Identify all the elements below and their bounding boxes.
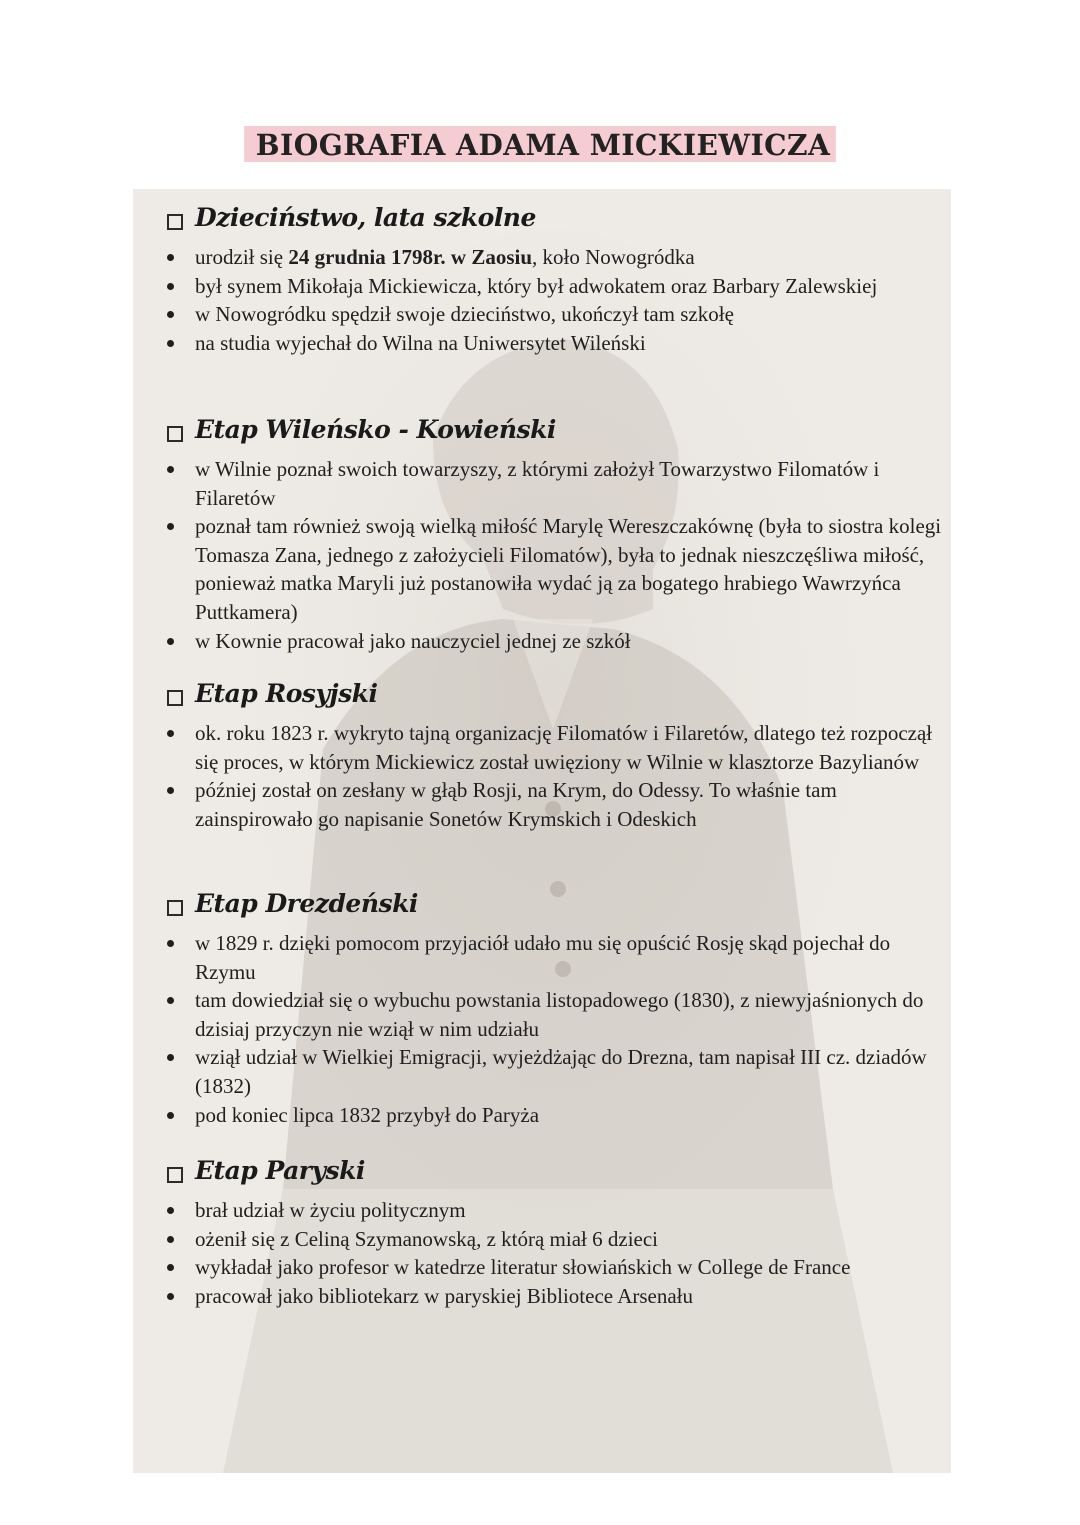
bullet-icon xyxy=(167,1112,174,1119)
list-item: w 1829 r. dzięki pomocom przyjaciół udało mu się opuścić Rosję skąd pojechał do Rzymu xyxy=(133,929,951,986)
section-heading xyxy=(133,1156,951,1196)
section-russia xyxy=(133,679,951,833)
page-title-wrap xyxy=(0,126,1080,162)
bullet-icon xyxy=(167,523,174,530)
list-item: w Kownie pracował jako nauczyciel jednej ze szkół xyxy=(133,627,951,656)
bullet-icon xyxy=(167,787,174,794)
list-item: później został on zesłany w głąb Rosji, na Krym, do Odessy. To właśnie tam zainspirowało go napisanie Sonetów Krymskich i Odeskich xyxy=(133,776,951,833)
bullet-icon xyxy=(167,1293,174,1300)
section-title: Dzieciństwo, lata szkolne xyxy=(195,203,536,232)
list-item: wziął udział w Wielkiej Emigracji, wyjeżdżając do Drezna, tam napisał III cz. dziadów (1832) xyxy=(133,1043,951,1100)
list-item: poznał tam również swoją wielką miłość Marylę Wereszczakównę (była to siostra kolegi Tomasza Zana, jednego z założycieli Filomatów), była to jednak nieszczęśliwa miłość, ponieważ matka Maryli już postanowiła wydać ją za bogatego hrabiego Wawrzyńca Puttkamera) xyxy=(133,512,951,626)
list-item: brał udział w życiu politycznym xyxy=(133,1196,951,1225)
checkbox-icon[interactable] xyxy=(167,900,183,916)
bullet-icon xyxy=(167,254,174,261)
list-item: pod koniec lipca 1832 przybył do Paryża xyxy=(133,1101,951,1130)
list-item: na studia wyjechał do Wilna na Uniwersytet Wileński xyxy=(133,329,951,358)
bullet-icon xyxy=(167,1054,174,1061)
section-heading xyxy=(133,679,951,719)
section-heading xyxy=(133,889,951,929)
section-title: Etap Rosyjski xyxy=(195,679,378,708)
checkbox-icon[interactable] xyxy=(167,1167,183,1183)
section-dresden xyxy=(133,889,951,1129)
section-title: Etap Wileńsko - Kowieński xyxy=(195,415,556,444)
list-item: wykładał jako profesor w katedrze literatur słowiańskich w College de France xyxy=(133,1253,951,1282)
section-heading xyxy=(133,415,951,455)
list-item: pracował jako bibliotekarz w paryskiej Bibliotece Arsenału xyxy=(133,1282,951,1311)
section-title: Etap Drezdeński xyxy=(195,889,418,918)
list-item: w Nowogródku spędził swoje dzieciństwo, ukończył tam szkołę xyxy=(133,300,951,329)
bullet-icon xyxy=(167,1207,174,1214)
bullet-icon xyxy=(167,1264,174,1271)
section-paris xyxy=(133,1156,951,1310)
section-title: Etap Paryski xyxy=(195,1156,365,1185)
bullet-icon xyxy=(167,997,174,1004)
bullet-icon xyxy=(167,466,174,473)
section-heading xyxy=(133,203,951,243)
bullet-icon xyxy=(167,283,174,290)
list-item: ok. roku 1823 r. wykryto tajną organizację Filomatów i Filaretów, dlatego też rozpoczął się proces, w którym Mickiewicz został uwięziony w Wilnie w klasztorze Bazylianów xyxy=(133,719,951,776)
section-wilno-kowno xyxy=(133,415,951,655)
checkbox-icon[interactable] xyxy=(167,214,183,230)
bullet-icon xyxy=(167,730,174,737)
checkbox-icon[interactable] xyxy=(167,426,183,442)
list-item: ożenił się z Celiną Szymanowską, z którą miał 6 dzieci xyxy=(133,1225,951,1254)
section-childhood xyxy=(133,203,951,357)
bullet-icon xyxy=(167,638,174,645)
list-item: był synem Mikołaja Mickiewicza, który był adwokatem oraz Barbary Zalewskiej xyxy=(133,272,951,301)
bullet-icon xyxy=(167,1236,174,1243)
content-card xyxy=(133,189,951,1473)
page-title: BIOGRAFIA ADAMA MICKIEWICZA xyxy=(244,126,836,162)
bullet-icon xyxy=(167,940,174,947)
list-item: w Wilnie poznał swoich towarzyszy, z którymi założył Towarzystwo Filomatów i Filaretów xyxy=(133,455,951,512)
bullet-icon xyxy=(167,340,174,347)
list-item: tam dowiedział się o wybuchu powstania listopadowego (1830), z niewyjaśnionych do dzisiaj przyczyn nie wziął w nim udziału xyxy=(133,986,951,1043)
bullet-icon xyxy=(167,311,174,318)
checkbox-icon[interactable] xyxy=(167,690,183,706)
list-item: urodził się 24 grudnia 1798r. w Zaosiu, koło Nowogródka xyxy=(133,243,951,272)
